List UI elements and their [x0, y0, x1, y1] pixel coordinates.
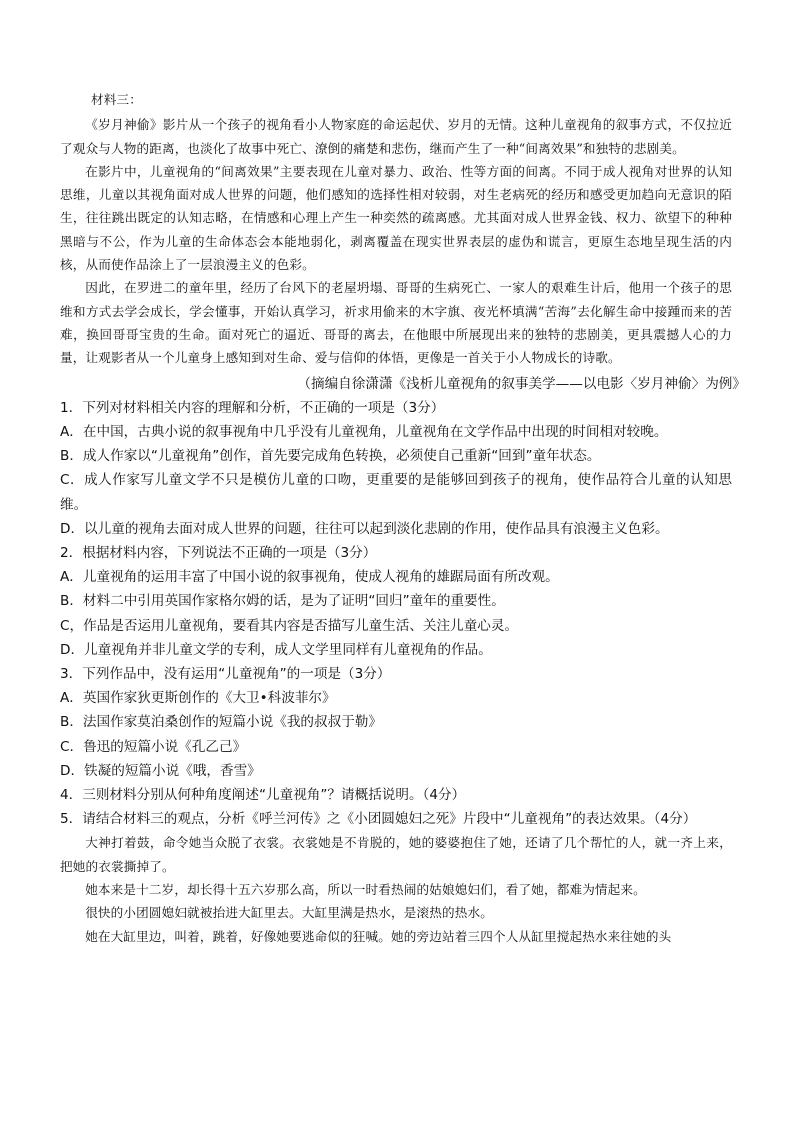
question-1-option-a: A．在中国，古典小说的叙事视角中几乎没有儿童视角，儿童视角在文学作品中出现的时间相对较晚。 — [60, 423, 668, 440]
question-1-option-c: C．成人作家写儿童文学不只是模仿儿童的口吻，更重要的是能够回到孩子的视角，使作品符合儿童的认知思维。 — [60, 472, 732, 513]
question-1-stem: 1．下列对材料相关内容的理解和分析，不正确的一项是（3分） — [60, 399, 445, 416]
question-4-stem: 4．三则材料分别从何种角度阐述“儿童视角”？请概括说明。（4分） — [60, 787, 466, 804]
excerpt-paragraph-3: 很快的小团圆媳妇就被抬进大缸里去。大缸里满是热水，是滚热的热水。 — [85, 905, 493, 921]
material-paragraph-2: 在影片中，儿童视角的“间离效果”主要表现在儿童对暴力、政治、性等方面的间离。不同于成人视角对世界的认知思维，儿童以其视角面对成人世界的问题，他们感知的选择性相对较弱，对生老病死的经历和感受更加趋向无意识的陌生，往往跳出既定的认知志略，在情感和心理上产生一种奕然的疏离感。尤其面对成人世界金钱、权力、欲望下的种种黑暗与不公，作为儿童的生命体态会本能地弱化，剥离覆盖在现实世界表层的虚伪和谎言，更原生态地呈现生活的内核，从而使作品涂上了一层浪漫主义的色彩。 — [60, 163, 732, 273]
question-2-option-b: B．材料二中引用英国作家格尔姆的话，是为了证明“回归”童年的重要性。 — [60, 593, 505, 610]
material-source: （摘编自徐潇潇《浅析儿童视角的叙事美学——以电影〈岁月神偷〉为例》 — [297, 375, 746, 392]
question-3-option-d: D．铁凝的短篇小说《哦，香雪》 — [60, 762, 261, 779]
question-2-stem: 2．根据材料内容，下列说法不正确的一项是（3分） — [60, 544, 377, 561]
material-heading: 材料三： — [91, 92, 142, 107]
question-3-option-a: A．英国作家狄更斯创作的《大卫•科波菲尔》 — [60, 690, 336, 707]
question-3-option-b: B．法国作家莫泊桑创作的短篇小说《我的叔叔于勒》 — [60, 714, 382, 731]
question-2-option-d: D．儿童视角并非儿童文学的专利，成人文学里同样有儿童视角的作品。 — [60, 641, 492, 658]
question-1-option-b: B．成人作家以“儿童视角”创作，首先要完成角色转换，必须使自己重新“回到”童年状态。 — [60, 448, 601, 465]
material-paragraph-1: 《岁月神偷》影片从一个孩子的视角看小人物家庭的命运起伏、岁月的无情。这种儿童视角的叙事方式，不仅拉近了观众与人物的距离，也淡化了故事中死亡、潦倒的痛楚和悲伤，继而产生了一种“间离效果”和独特的悲剧美。 — [60, 117, 732, 156]
excerpt-paragraph-1: 大神打着鼓，命令她当众脱了衣裳。衣裳她是不肯脱的，她的婆婆抱住了她，还请了几个帮忙的人，就一齐上来，把她的衣裳撕掉了。 — [60, 835, 732, 874]
question-5-stem: 5．请结合材料三的观点，分析《呼兰河传》之《小团圆媳妇之死》片段中“儿童视角”的表达效果。（4分） — [60, 811, 697, 828]
excerpt-paragraph-4: 她在大缸里边，叫着，跳着，好像她要逃命似的狂喊。她的旁边站着三四个人从缸里搅起热水来往她的头 — [85, 928, 672, 944]
excerpt-paragraph-2: 她本来是十二岁，却长得十五六岁那么高，所以一时看热闹的姑娘媳妇们，看了她，都难为情起来。 — [85, 882, 646, 898]
question-2-option-c: C，作品是否运用儿童视角，要看其内容是否描写儿童生活、关注儿童心灵。 — [60, 617, 519, 634]
question-3-option-c: C．鲁迅的短篇小说《孔乙己》 — [60, 738, 247, 755]
material-paragraph-3: 因此，在罗进二的童年里，经历了台风下的老屋坍塌、哥哥的生病死亡、一家人的艰难生计后，他用一个孩子的思维和方式去学会成长，学会懂事，开始认真学习，祈求用偷来的木字旗、夜光杯填满“苦海”去化解生命中接踵而来的苦难，换回哥哥宝贵的生命。面对死亡的逼近、哥哥的离去，在他眼中所展现出来的独特的悲剧美，更具震撼人心的力量，让观影者从一个儿童身上感知到对生命、爱与信仰的体悟，更像是一首关于小人物成长的诗歌。 — [60, 280, 732, 366]
question-2-option-a: A．儿童视角的运用丰富了中国小说的叙事视角，使成人视角的雄踞局面有所改观。 — [60, 569, 559, 586]
question-3-stem: 3．下列作品中，没有运用“儿童视角”的一项是（3分） — [60, 666, 391, 682]
question-1-option-d: D．以儿童的视角去面对成人世界的问题，往往可以起到淡化悲剧的作用，使作品具有浪漫主义色彩。 — [60, 520, 669, 537]
